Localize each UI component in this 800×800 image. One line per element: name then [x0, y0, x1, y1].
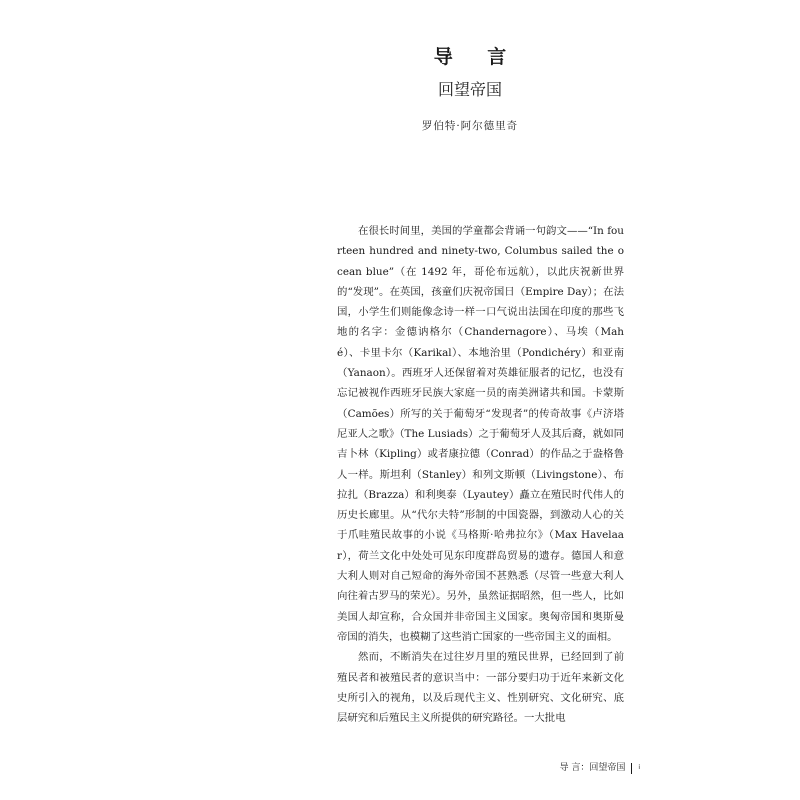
footer-divider [631, 763, 632, 774]
chapter-title: 导 言 [433, 46, 521, 68]
chapter-subtitle: 回望帝国 [437, 80, 502, 99]
running-head: 导 言：回望帝国 [559, 763, 626, 773]
body-text [337, 221, 624, 728]
paragraph: 在很长时间里，美国的学童都会背诵一句韵文——“In fourteen hundred and ninety-two, Columbus sailed the ocean blue”（在 1492 年，哥伦布远航），以此庆祝新世界的“发现”。在英国，孩童们庆祝帝国日（Empire Day）；在法国，小学生们则能像念诗一样一口气说出法国在印度的那些飞地的名字：金德讷格尔（Chandernagore）、马埃（Mahé）、卡里卡尔（Karikal）、本地治里（Pondichéry）和亚南（Yanaon）。西班牙人还保留着对英雄征服者的记忆，也没有忘记被视作西班牙民族大家庭一员的南美洲诸共和国。卡蒙斯（Camões）所写的关于葡萄牙“发现者”的传奇故事《卢济塔尼亚人之歌》（The Lusiads）之于葡萄牙人及其后裔，就如同吉卜林（Kipling）或者康拉德（Conrad）的作品之于盎格鲁人一样。斯坦利（Stanley）和列文斯顿（Livingstone）、布拉扎（Brazza）和利奥泰（Lyautey）矗立在殖民时代伟人的历史长廊里。从“代尔夫特”形制的中国瓷器，到激动人心的关于爪哇殖民故事的小说《马格斯·哈弗拉尔》（Max Havelaar），荷兰文化中处处可见东印度群岛贸易的遗存。德国人和意大利人则对自己短命的海外帝国不甚熟悉（尽管一些意大利人向往着古罗马的荣光）。另外，虽然证据昭然，但一些人，比如美国人却宣称，合众国并非帝国主义国家。奥匈帝国和奥斯曼帝国的消失，也模糊了这些消亡国家的一些帝国主义的面相。 [337, 225, 624, 643]
page-footer [559, 762, 640, 774]
page-number: i [638, 764, 640, 771]
paragraph: 然而，不断消失在过往岁月里的殖民世界，已经回到了前殖民者和被殖民者的意识当中：一部分要归功于近年来新文化史所引入的视角，以及后现代主义、性别研究、文化研究、底层研究和后殖民主义所提供的研究路径。一大批电 [337, 651, 624, 725]
author-name: 罗伯特·阿尔德里奇 [421, 120, 519, 132]
chapter-heading [340, 44, 600, 101]
